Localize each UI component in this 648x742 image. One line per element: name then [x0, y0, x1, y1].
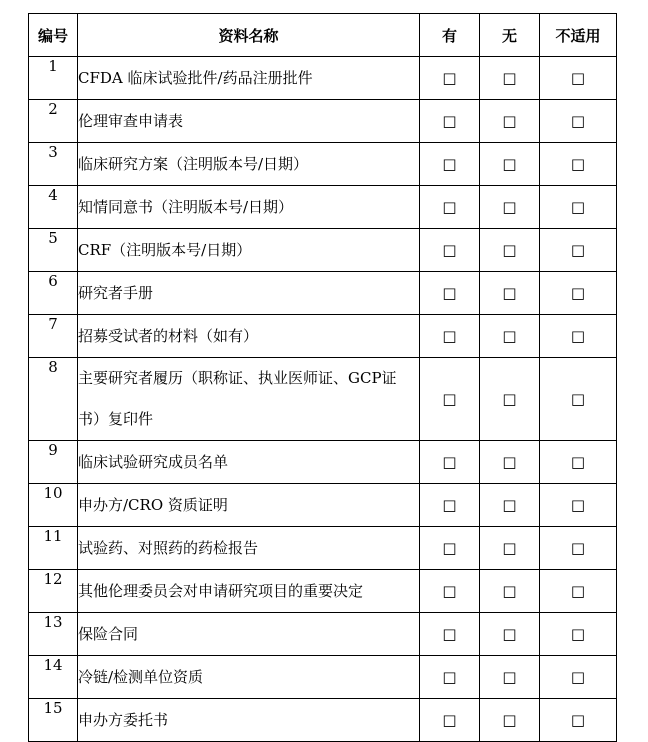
- checkbox-none[interactable]: □: [480, 527, 540, 570]
- row-number: 5: [29, 229, 78, 272]
- table-row: [29, 613, 617, 656]
- table-row: [29, 143, 617, 186]
- material-name: 招募受试者的材料（如有）: [78, 315, 420, 358]
- row-number: 3: [29, 143, 78, 186]
- checkbox-none[interactable]: □: [480, 315, 540, 358]
- header-material-name: 资料名称: [78, 14, 420, 57]
- table-row: [29, 699, 617, 742]
- table-row: [29, 656, 617, 699]
- table-row: [29, 186, 617, 229]
- checkbox-none[interactable]: □: [480, 613, 540, 656]
- checkbox-not-applicable[interactable]: □: [540, 358, 617, 441]
- document-checklist-table: [28, 13, 617, 742]
- material-name: 伦理审查申请表: [78, 100, 420, 143]
- checkbox-have[interactable]: □: [420, 527, 480, 570]
- material-name: 申办方/CRO 资质证明: [78, 484, 420, 527]
- row-number: 12: [29, 570, 78, 613]
- material-name: CRF（注明版本号/日期）: [78, 229, 420, 272]
- row-number: 11: [29, 527, 78, 570]
- row-number: 8: [29, 358, 78, 441]
- material-name: 冷链/检测单位资质: [78, 656, 420, 699]
- table-row: [29, 484, 617, 527]
- checkbox-not-applicable[interactable]: □: [540, 57, 617, 100]
- material-name: 试验药、对照药的药检报告: [78, 527, 420, 570]
- checkbox-have[interactable]: □: [420, 656, 480, 699]
- header-row: [29, 14, 617, 57]
- checkbox-none[interactable]: □: [480, 272, 540, 315]
- table-row: [29, 570, 617, 613]
- checkbox-not-applicable[interactable]: □: [540, 100, 617, 143]
- material-name: 主要研究者履历（职称证、执业医师证、GCP证书）复印件: [78, 358, 420, 441]
- material-name: 临床试验研究成员名单: [78, 441, 420, 484]
- checklist-body: [29, 57, 617, 742]
- checkbox-none[interactable]: □: [480, 143, 540, 186]
- checkbox-not-applicable[interactable]: □: [540, 527, 617, 570]
- checkbox-none[interactable]: □: [480, 570, 540, 613]
- checkbox-none[interactable]: □: [480, 656, 540, 699]
- material-name: 其他伦理委员会对申请研究项目的重要决定: [78, 570, 420, 613]
- checkbox-have[interactable]: □: [420, 570, 480, 613]
- table-row: [29, 358, 617, 441]
- header-not-applicable: 不适用: [540, 14, 617, 57]
- material-name: 申办方委托书: [78, 699, 420, 742]
- checkbox-have[interactable]: □: [420, 613, 480, 656]
- material-name: 研究者手册: [78, 272, 420, 315]
- material-name: 临床研究方案（注明版本号/日期）: [78, 143, 420, 186]
- checkbox-not-applicable[interactable]: □: [540, 699, 617, 742]
- header-number: 编号: [29, 14, 78, 57]
- checkbox-none[interactable]: □: [480, 57, 540, 100]
- row-number: 15: [29, 699, 78, 742]
- row-number: 1: [29, 57, 78, 100]
- checkbox-have[interactable]: □: [420, 57, 480, 100]
- table-row: [29, 229, 617, 272]
- checkbox-have[interactable]: □: [420, 358, 480, 441]
- material-name: 知情同意书（注明版本号/日期）: [78, 186, 420, 229]
- checkbox-none[interactable]: □: [480, 358, 540, 441]
- row-number: 14: [29, 656, 78, 699]
- checkbox-none[interactable]: □: [480, 186, 540, 229]
- checkbox-have[interactable]: □: [420, 484, 480, 527]
- table-row: [29, 527, 617, 570]
- row-number: 2: [29, 100, 78, 143]
- checkbox-not-applicable[interactable]: □: [540, 229, 617, 272]
- row-number: 9: [29, 441, 78, 484]
- checkbox-none[interactable]: □: [480, 484, 540, 527]
- row-number: 4: [29, 186, 78, 229]
- table-row: [29, 57, 617, 100]
- checkbox-not-applicable[interactable]: □: [540, 315, 617, 358]
- checkbox-not-applicable[interactable]: □: [540, 570, 617, 613]
- checkbox-have[interactable]: □: [420, 100, 480, 143]
- table-row: [29, 441, 617, 484]
- row-number: 6: [29, 272, 78, 315]
- checkbox-none[interactable]: □: [480, 229, 540, 272]
- checkbox-not-applicable[interactable]: □: [540, 656, 617, 699]
- material-name: CFDA 临床试验批件/药品注册批件: [78, 57, 420, 100]
- material-name: 保险合同: [78, 613, 420, 656]
- row-number: 7: [29, 315, 78, 358]
- table-row: [29, 315, 617, 358]
- checkbox-have[interactable]: □: [420, 143, 480, 186]
- header-have: 有: [420, 14, 480, 57]
- checkbox-not-applicable[interactable]: □: [540, 186, 617, 229]
- checkbox-not-applicable[interactable]: □: [540, 143, 617, 186]
- row-number: 13: [29, 613, 78, 656]
- checkbox-have[interactable]: □: [420, 315, 480, 358]
- checkbox-have[interactable]: □: [420, 441, 480, 484]
- table-row: [29, 272, 617, 315]
- checkbox-not-applicable[interactable]: □: [540, 613, 617, 656]
- checkbox-none[interactable]: □: [480, 441, 540, 484]
- checkbox-have[interactable]: □: [420, 229, 480, 272]
- checkbox-not-applicable[interactable]: □: [540, 484, 617, 527]
- checkbox-not-applicable[interactable]: □: [540, 272, 617, 315]
- header-none: 无: [480, 14, 540, 57]
- checkbox-none[interactable]: □: [480, 100, 540, 143]
- checkbox-not-applicable[interactable]: □: [540, 441, 617, 484]
- row-number: 10: [29, 484, 78, 527]
- checkbox-none[interactable]: □: [480, 699, 540, 742]
- checkbox-have[interactable]: □: [420, 186, 480, 229]
- checkbox-have[interactable]: □: [420, 699, 480, 742]
- table-row: [29, 100, 617, 143]
- checkbox-have[interactable]: □: [420, 272, 480, 315]
